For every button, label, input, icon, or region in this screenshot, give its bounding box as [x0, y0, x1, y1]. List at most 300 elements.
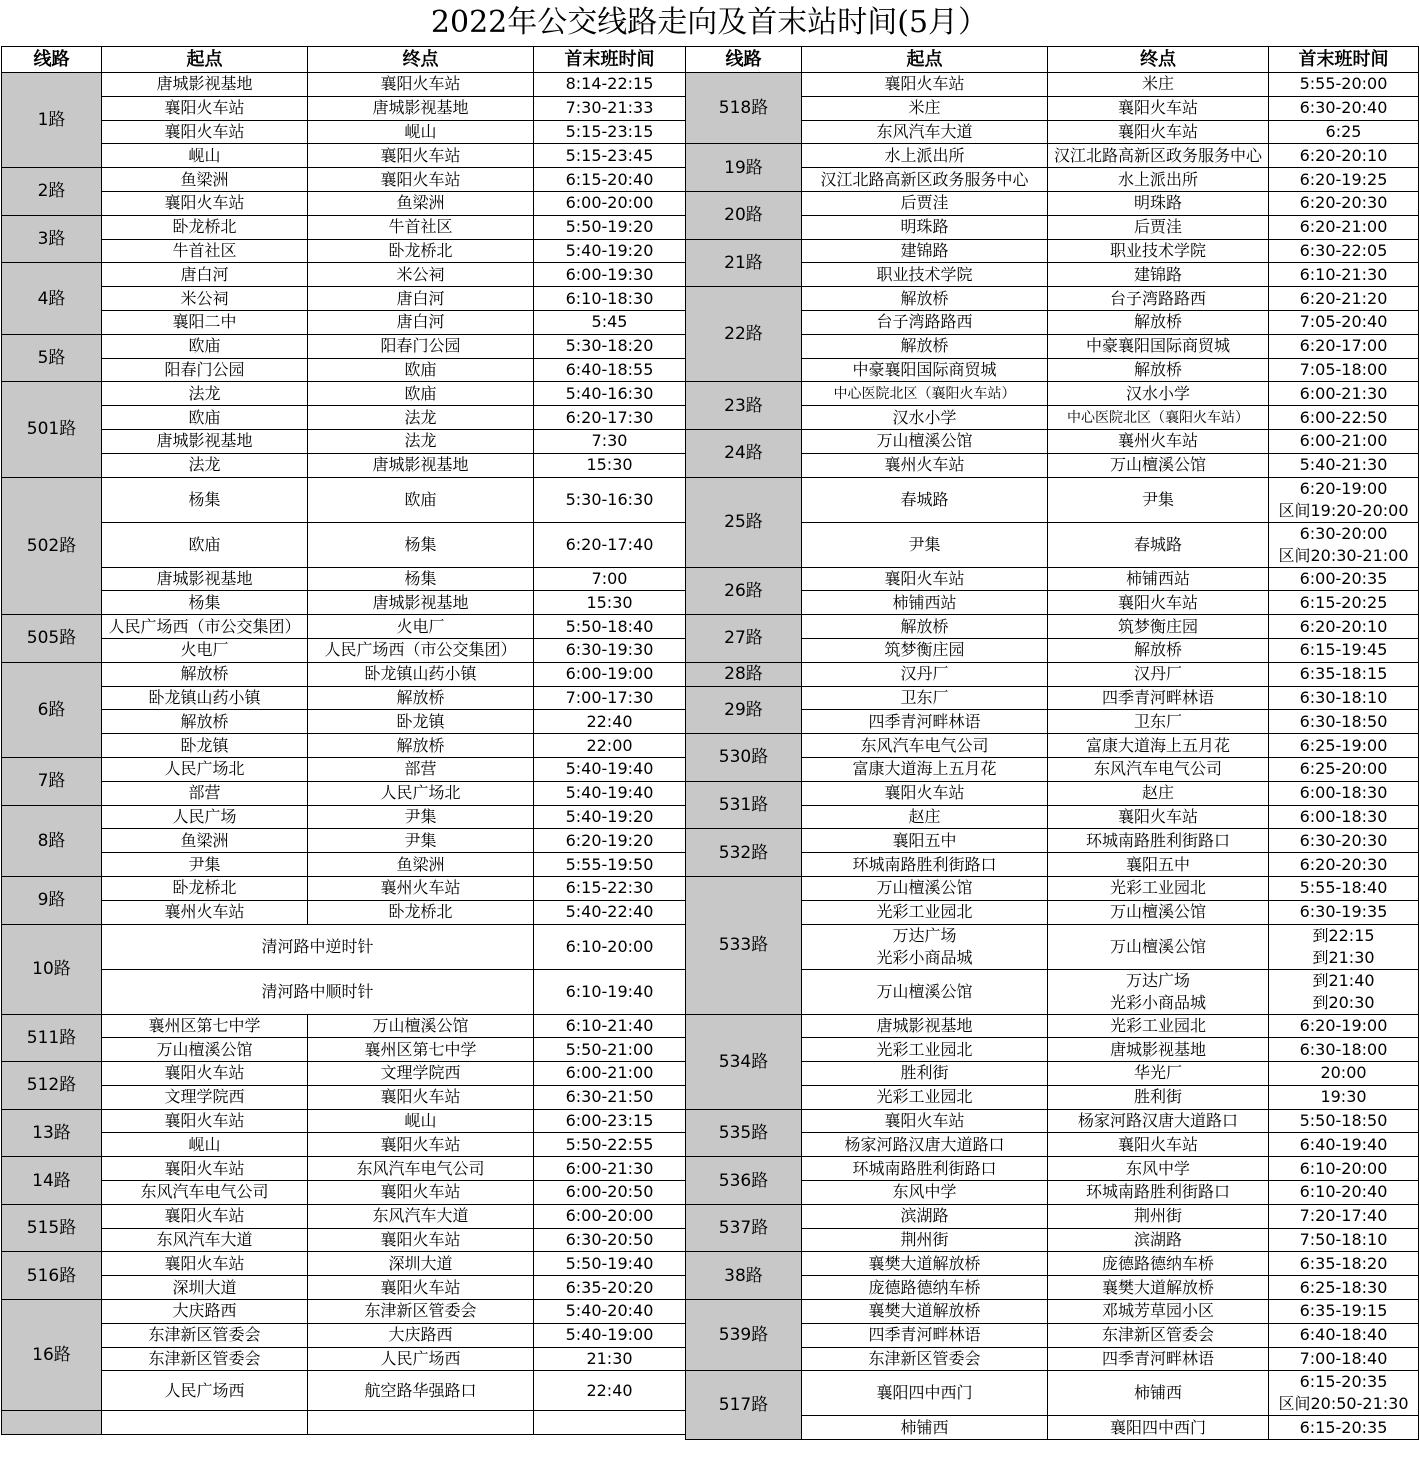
header-time: 首末班时间	[534, 47, 686, 73]
end-stop-line: 万达广场	[1125, 970, 1190, 990]
time-cell: 7:30-21:33	[534, 96, 686, 120]
table-row	[2, 757, 686, 781]
end-stop-cell: 襄阳四中西门	[1048, 1416, 1269, 1440]
time-cell	[1269, 477, 1419, 522]
start-stop-cell: 襄阳火车站	[802, 1109, 1048, 1133]
time-cell	[1269, 1371, 1419, 1416]
start-stop-cell: 襄阳火车站	[102, 1204, 308, 1228]
time-cell: 6:35-19:15	[1269, 1300, 1419, 1324]
route-cell: 539路	[686, 1300, 802, 1371]
end-stop-cell: 万山檀溪公馆	[1048, 453, 1269, 477]
route-cell: 5路	[2, 334, 102, 382]
time-cell: 6:10-19:40	[534, 969, 686, 1014]
start-stop-cell: 万山檀溪公馆	[802, 429, 1048, 453]
table-row	[2, 805, 686, 829]
time-cell: 5:55-20:00	[1269, 73, 1419, 97]
start-stop-cell: 富康大道海上五月花	[802, 757, 1048, 781]
time-cell: 6:25-19:00	[1269, 734, 1419, 758]
start-stop-cell: 阳春门公园	[102, 358, 308, 382]
start-stop-cell: 鱼梁洲	[102, 168, 308, 192]
time-cell: 6:00-21:00	[534, 1062, 686, 1086]
end-stop-cell: 襄阳火车站	[1048, 1133, 1269, 1157]
end-stop-cell: 文理学院西	[308, 1062, 534, 1086]
time-cell: 5:40-22:40	[534, 900, 686, 924]
time-cell: 5:40-16:30	[534, 382, 686, 406]
start-stop-cell: 襄州火车站	[802, 453, 1048, 477]
start-stop-cell: 尹集	[802, 522, 1048, 567]
start-stop-cell: 解放桥	[802, 615, 1048, 639]
time-cell: 7:05-18:00	[1269, 358, 1419, 382]
start-stop-cell: 环城南路胜利街路口	[802, 853, 1048, 877]
start-stop-cell: 赵庄	[802, 805, 1048, 829]
end-stop-cell: 胜利街	[1048, 1085, 1269, 1109]
end-stop-cell: 法龙	[308, 406, 534, 430]
time-cell: 6:30-20:30	[1269, 829, 1419, 853]
end-stop-cell: 台子湾路路西	[1048, 287, 1269, 311]
time-cell: 6:00-21:30	[534, 1157, 686, 1181]
time-cell: 22:00	[534, 734, 686, 758]
schedule-table-right	[685, 46, 1419, 1440]
header-start: 起点	[102, 47, 308, 73]
table-row	[2, 1133, 686, 1157]
time-cell: 6:20-20:30	[1269, 853, 1419, 877]
end-stop-cell: 欧庙	[308, 382, 534, 406]
route-cell: 13路	[2, 1109, 102, 1157]
end-stop-cell: 明珠路	[1048, 191, 1269, 215]
start-stop-cell: 台子湾路路西	[802, 310, 1048, 334]
route-cell: 2路	[2, 168, 102, 216]
route-cell: 29路	[686, 686, 802, 734]
end-stop-cell: 中心医院北区（襄阳火车站）	[1048, 406, 1269, 430]
time-cell: 6:30-21:50	[534, 1085, 686, 1109]
time-cell: 6:15-20:25	[1269, 591, 1419, 615]
route-cell: 518路	[686, 73, 802, 144]
start-stop-cell: 岘山	[102, 1133, 308, 1157]
start-stop-cell: 襄阳火车站	[102, 191, 308, 215]
time-cell: 7:50-18:10	[1269, 1228, 1419, 1252]
start-stop-cell: 东津新区管委会	[802, 1347, 1048, 1371]
start-stop-cell: 欧庙	[102, 334, 308, 358]
route-cell: 511路	[2, 1014, 102, 1062]
table-row	[2, 781, 686, 805]
start-stop-cell: 东风汽车大道	[802, 120, 1048, 144]
time-cell: 6:10-21:30	[1269, 263, 1419, 287]
start-stop-cell: 火电厂	[102, 638, 308, 662]
end-stop-cell: 解放桥	[308, 734, 534, 758]
table-row	[2, 120, 686, 144]
table-row	[2, 829, 686, 853]
start-stop-cell: 明珠路	[802, 215, 1048, 239]
start-stop-cell	[802, 924, 1048, 969]
table-row	[2, 734, 686, 758]
time-cell: 6:30-20:50	[534, 1228, 686, 1252]
start-stop-cell: 法龙	[102, 382, 308, 406]
time-cell: 5:50-22:55	[534, 1133, 686, 1157]
route-cell: 28路	[686, 662, 802, 686]
start-stop-cell: 东风汽车大道	[102, 1228, 308, 1252]
time-cell: 6:00-20:35	[1269, 567, 1419, 591]
time-line: 6:20-19:00	[1299, 478, 1388, 498]
end-stop-cell: 襄阳火车站	[1048, 120, 1269, 144]
time-cell: 6:40-18:40	[1269, 1323, 1419, 1347]
start-stop-cell: 东风汽车电气公司	[102, 1181, 308, 1205]
time-cell: 7:00-18:40	[1269, 1347, 1419, 1371]
time-cell: 6:20-20:30	[1269, 191, 1419, 215]
end-stop-cell: 杨家河路汉唐大道路口	[1048, 1109, 1269, 1133]
time-cell: 21:30	[534, 1347, 686, 1371]
time-cell: 6:00-19:30	[534, 263, 686, 287]
time-cell: 5:50-21:00	[534, 1038, 686, 1062]
time-cell: 6:10-20:00	[1269, 1157, 1419, 1181]
table-row	[686, 1300, 1419, 1324]
time-cell: 6:00-20:50	[534, 1181, 686, 1205]
time-cell: 5:40-21:30	[1269, 453, 1419, 477]
time-cell: 6:15-19:45	[1269, 638, 1419, 662]
end-stop-cell: 环城南路胜利街路口	[1048, 829, 1269, 853]
start-stop-cell: 解放桥	[802, 334, 1048, 358]
time-cell: 6:30-18:00	[1269, 1038, 1419, 1062]
end-stop-cell: 庞德路德纳车桥	[1048, 1252, 1269, 1276]
time-cell: 5:40-19:20	[534, 239, 686, 263]
time-cell: 6:20-19:25	[1269, 168, 1419, 192]
start-stop-cell: 柿铺西站	[802, 591, 1048, 615]
time-line: 到22:15	[1312, 925, 1375, 945]
start-stop-cell: 杨集	[102, 477, 308, 522]
time-line: 区间19:20-20:00	[1278, 500, 1409, 520]
table-row	[2, 1038, 686, 1062]
start-stop-cell: 襄阳火车站	[102, 96, 308, 120]
end-stop-cell: 襄阳火车站	[308, 168, 534, 192]
start-stop-cell: 解放桥	[802, 287, 1048, 311]
table-row	[686, 686, 1419, 710]
time-cell: 6:00-20:00	[534, 191, 686, 215]
header-time: 首末班时间	[1269, 47, 1419, 73]
start-stop-line: 光彩小商品城	[876, 947, 973, 967]
time-cell: 6:25-20:00	[1269, 757, 1419, 781]
end-stop-cell: 邓城芳草园小区	[1048, 1300, 1269, 1324]
route-cell: 8路	[2, 805, 102, 876]
route-cell: 22路	[686, 287, 802, 382]
end-stop-cell: 襄阳火车站	[1048, 96, 1269, 120]
table-row	[686, 239, 1419, 263]
time-line: 6:15-20:35	[1299, 1372, 1388, 1392]
end-stop-cell: 卫东厂	[1048, 710, 1269, 734]
time-line: 到21:40	[1312, 970, 1375, 990]
time-line: 6:30-20:00	[1299, 523, 1388, 543]
route-cell: 530路	[686, 734, 802, 782]
time-cell: 6:00-21:30	[1269, 382, 1419, 406]
start-stop-cell: 中豪襄阳国际商贸城	[802, 358, 1048, 382]
table-row	[686, 662, 1419, 686]
start-stop-cell: 东津新区管委会	[102, 1323, 308, 1347]
table-row	[686, 1371, 1419, 1416]
start-stop-cell: 襄阳火车站	[802, 781, 1048, 805]
end-stop-cell: 岘山	[308, 120, 534, 144]
start-stop-cell: 春城路	[802, 477, 1048, 522]
start-stop-cell: 襄阳二中	[102, 310, 308, 334]
end-stop-cell: 尹集	[1048, 477, 1269, 522]
route-cell: 531路	[686, 781, 802, 829]
start-stop-cell: 光彩工业园北	[802, 1038, 1048, 1062]
end-stop-cell: 环城南路胜利街路口	[1048, 1181, 1269, 1205]
end-stop-cell: 四季青河畔林语	[1048, 686, 1269, 710]
start-stop-cell: 人民广场西	[102, 1371, 308, 1411]
end-stop-cell: 襄阳火车站	[308, 1085, 534, 1109]
end-stop-cell: 襄阳火车站	[308, 1228, 534, 1252]
table-row	[2, 168, 686, 192]
table-row	[2, 1371, 686, 1411]
end-stop-cell: 部营	[308, 757, 534, 781]
start-stop-cell: 汉水小学	[802, 406, 1048, 430]
time-cell: 5:30-18:20	[534, 334, 686, 358]
table-row	[2, 615, 686, 639]
table-row	[686, 615, 1419, 639]
start-stop-cell: 庞德路德纳车桥	[802, 1276, 1048, 1300]
table-row	[686, 734, 1419, 758]
route-cell: 16路	[2, 1300, 102, 1411]
time-cell: 5:45	[534, 310, 686, 334]
time-cell: 6:20-17:30	[534, 406, 686, 430]
time-cell: 6:20-19:20	[534, 829, 686, 853]
start-stop-cell: 汉江北路高新区政务服务中心	[802, 168, 1048, 192]
start-stop-cell: 米公祠	[102, 287, 308, 311]
end-stop-cell: 深圳大道	[308, 1252, 534, 1276]
time-cell: 6:00-18:30	[1269, 781, 1419, 805]
table-row	[2, 429, 686, 453]
table-row	[2, 191, 686, 215]
end-stop-cell: 唐白河	[308, 310, 534, 334]
time-cell: 6:00-23:15	[534, 1109, 686, 1133]
time-cell: 6:20-19:00	[1269, 1014, 1419, 1038]
end-stop-cell: 襄阳火车站	[1048, 805, 1269, 829]
table-row	[2, 1109, 686, 1133]
table-row	[2, 1204, 686, 1228]
start-stop-cell: 卫东厂	[802, 686, 1048, 710]
end-stop-cell: 东风中学	[1048, 1157, 1269, 1181]
table-row	[2, 853, 686, 877]
route-cell: 534路	[686, 1014, 802, 1109]
start-stop-cell: 唐白河	[102, 263, 308, 287]
time-cell: 5:50-18:50	[1269, 1109, 1419, 1133]
start-stop-cell: 欧庙	[102, 406, 308, 430]
end-stop-cell: 杨集	[308, 522, 534, 567]
route-cell: 21路	[686, 239, 802, 287]
table-row	[686, 429, 1419, 453]
table-row	[2, 73, 686, 97]
start-stop-cell: 荆州街	[802, 1228, 1048, 1252]
end-stop-cell: 东风汽车电气公司	[1048, 757, 1269, 781]
table-row	[2, 215, 686, 239]
table-row	[2, 1157, 686, 1181]
table-row	[686, 829, 1419, 853]
time-cell: 5:40-19:20	[534, 805, 686, 829]
start-stop-cell: 文理学院西	[102, 1085, 308, 1109]
end-stop-cell: 四季青河畔林语	[1048, 1347, 1269, 1371]
time-cell: 7:00	[534, 567, 686, 591]
end-stop-cell: 杨集	[308, 567, 534, 591]
start-stop-cell	[102, 1411, 308, 1435]
route-cell: 7路	[2, 757, 102, 805]
table-row	[2, 1062, 686, 1086]
table-row	[686, 477, 1419, 522]
start-stop-cell: 卧龙镇山药小镇	[102, 686, 308, 710]
start-stop-cell: 襄阳火车站	[102, 1109, 308, 1133]
table-row	[2, 406, 686, 430]
time-cell: 6:00-22:50	[1269, 406, 1419, 430]
time-cell: 6:00-20:00	[534, 1204, 686, 1228]
time-cell: 6:20-21:20	[1269, 287, 1419, 311]
start-stop-cell: 襄阳火车站	[802, 567, 1048, 591]
time-cell: 6:40-19:40	[1269, 1133, 1419, 1157]
end-stop-cell: 法龙	[308, 429, 534, 453]
route-cell	[2, 1411, 102, 1435]
start-stop-cell: 襄州区第七中学	[102, 1014, 308, 1038]
header-end: 终点	[1048, 47, 1269, 73]
route-cell: 26路	[686, 567, 802, 615]
start-stop-cell: 襄阳火车站	[102, 120, 308, 144]
table-row	[2, 263, 686, 287]
start-stop-cell: 光彩工业园北	[802, 900, 1048, 924]
time-cell: 5:15-23:45	[534, 144, 686, 168]
time-cell: 6:10-20:00	[534, 924, 686, 969]
route-cell: 20路	[686, 191, 802, 239]
table-row	[2, 1181, 686, 1205]
header-route: 线路	[2, 47, 102, 73]
table-row	[2, 1252, 686, 1276]
end-stop-cell: 唐白河	[308, 287, 534, 311]
end-stop-cell: 人民广场西（市公交集团）	[308, 638, 534, 662]
time-cell: 22:40	[534, 1371, 686, 1411]
table-row	[2, 310, 686, 334]
time-cell: 6:20-17:00	[1269, 334, 1419, 358]
end-stop-cell: 人民广场北	[308, 781, 534, 805]
start-stop-cell: 后贾洼	[802, 191, 1048, 215]
end-stop-cell: 欧庙	[308, 477, 534, 522]
end-stop-cell: 解放桥	[1048, 358, 1269, 382]
route-cell: 501路	[2, 382, 102, 477]
route-cell: 3路	[2, 215, 102, 263]
end-stop-cell: 米公祠	[308, 263, 534, 287]
end-stop-cell: 火电厂	[308, 615, 534, 639]
route-cell: 533路	[686, 876, 802, 1014]
start-stop-cell: 水上派出所	[802, 144, 1048, 168]
start-stop-cell: 襄樊大道解放桥	[802, 1252, 1048, 1276]
end-stop-cell: 欧庙	[308, 358, 534, 382]
end-stop-cell: 襄阳火车站	[308, 144, 534, 168]
start-stop-cell: 唐城影视基地	[102, 73, 308, 97]
time-cell: 6:20-20:10	[1269, 615, 1419, 639]
time-cell: 20:00	[1269, 1062, 1419, 1086]
time-cell: 6:30-19:35	[1269, 900, 1419, 924]
table-row	[686, 567, 1419, 591]
start-stop-cell: 万山檀溪公馆	[802, 969, 1048, 1014]
end-stop-cell: 东津新区管委会	[308, 1300, 534, 1324]
time-cell: 5:40-19:00	[534, 1323, 686, 1347]
table-row	[2, 969, 686, 1014]
time-cell: 6:10-18:30	[534, 287, 686, 311]
table-row	[2, 638, 686, 662]
time-cell: 6:20-17:40	[534, 522, 686, 567]
start-stop-cell: 襄阳火车站	[102, 1157, 308, 1181]
end-stop-cell: 襄阳火车站	[308, 1133, 534, 1157]
start-stop-cell: 襄阳火车站	[102, 1062, 308, 1086]
table-row	[686, 73, 1419, 97]
time-cell: 19:30	[1269, 1085, 1419, 1109]
end-stop-cell: 东风汽车电气公司	[308, 1157, 534, 1181]
end-stop-cell: 汉丹厂	[1048, 662, 1269, 686]
end-stop-cell: 襄樊大道解放桥	[1048, 1276, 1269, 1300]
time-cell: 7:20-17:40	[1269, 1204, 1419, 1228]
end-stop-cell: 岘山	[308, 1109, 534, 1133]
route-direction-cell: 清河路中顺时针	[102, 969, 534, 1014]
time-cell: 6:30-18:50	[1269, 710, 1419, 734]
route-direction-cell: 清河路中逆时针	[102, 924, 534, 969]
end-stop-cell: 富康大道海上五月花	[1048, 734, 1269, 758]
time-cell: 7:30	[534, 429, 686, 453]
time-cell: 6:00-19:00	[534, 662, 686, 686]
table-row	[2, 1276, 686, 1300]
route-cell: 517路	[686, 1371, 802, 1440]
page-title: 2022年公交线路走向及首末站时间(5月）	[430, 5, 989, 40]
end-stop-cell: 解放桥	[1048, 310, 1269, 334]
end-stop-cell: 人民广场西	[308, 1347, 534, 1371]
end-stop-cell: 柿铺西站	[1048, 567, 1269, 591]
table-row	[2, 876, 686, 900]
end-stop-cell: 唐城影视基地	[308, 591, 534, 615]
route-cell: 9路	[2, 876, 102, 924]
start-stop-cell: 襄阳火车站	[802, 73, 1048, 97]
end-stop-cell: 职业技术学院	[1048, 239, 1269, 263]
start-stop-cell: 解放桥	[102, 710, 308, 734]
time-cell: 7:05-20:40	[1269, 310, 1419, 334]
time-cell: 6:15-20:40	[534, 168, 686, 192]
route-cell: 38路	[686, 1252, 802, 1300]
start-stop-cell: 尹集	[102, 853, 308, 877]
table-row	[2, 96, 686, 120]
time-cell: 5:40-19:40	[534, 757, 686, 781]
route-cell: 535路	[686, 1109, 802, 1157]
time-cell: 6:15-22:30	[534, 876, 686, 900]
end-stop-cell: 汉水小学	[1048, 382, 1269, 406]
end-stop-cell: 尹集	[308, 829, 534, 853]
time-cell: 6:25	[1269, 120, 1419, 144]
table-row	[686, 1109, 1419, 1133]
end-stop-cell: 中豪襄阳国际商贸城	[1048, 334, 1269, 358]
end-stop-cell: 唐城影视基地	[308, 96, 534, 120]
start-stop-cell: 建锦路	[802, 239, 1048, 263]
end-stop-cell: 光彩工业园北	[1048, 1014, 1269, 1038]
start-stop-cell: 万山檀溪公馆	[802, 876, 1048, 900]
table-row	[2, 1014, 686, 1038]
header-start: 起点	[802, 47, 1048, 73]
table-row	[2, 924, 686, 969]
start-stop-cell: 人民广场西（市公交集团）	[102, 615, 308, 639]
end-stop-cell: 襄阳火车站	[308, 1181, 534, 1205]
start-stop-cell: 东风中学	[802, 1181, 1048, 1205]
time-cell: 6:10-20:40	[1269, 1181, 1419, 1205]
table-row	[2, 287, 686, 311]
time-cell: 6:40-18:55	[534, 358, 686, 382]
end-stop-cell: 东津新区管委会	[1048, 1323, 1269, 1347]
time-cell: 5:50-19:20	[534, 215, 686, 239]
table-row	[2, 710, 686, 734]
end-stop-cell: 滨湖路	[1048, 1228, 1269, 1252]
time-cell: 8:14-22:15	[534, 73, 686, 97]
end-stop-cell: 襄阳火车站	[308, 1276, 534, 1300]
start-stop-cell: 唐城影视基地	[802, 1014, 1048, 1038]
end-stop-cell: 鱼梁洲	[308, 853, 534, 877]
end-stop-cell: 卧龙镇	[308, 710, 534, 734]
